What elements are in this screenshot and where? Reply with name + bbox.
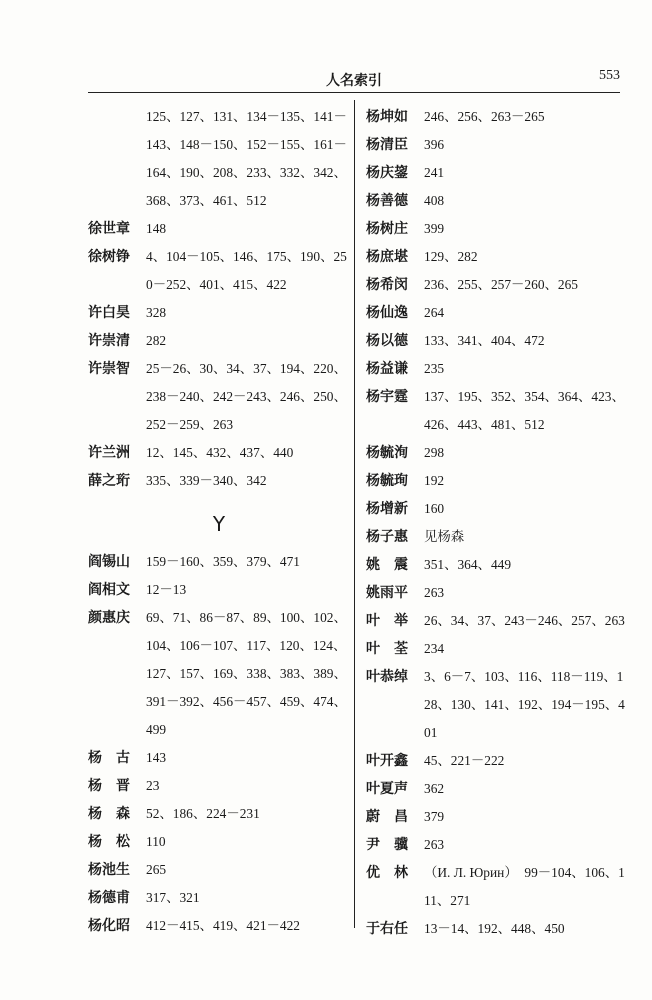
entry-pages: 3、6－7、103、116、118－119、128、130、141、192、194－195、401 — [424, 669, 625, 740]
entry-name: 杨清臣 — [366, 137, 408, 153]
entry-pages: 148 — [146, 221, 167, 236]
index-entry — [366, 467, 628, 495]
entry-name: 杨庶堪 — [366, 249, 408, 265]
index-entry — [88, 243, 350, 299]
entry-pages: 379 — [424, 809, 445, 824]
entry-pages: 263 — [424, 585, 445, 600]
entry-name: 叶 举 — [366, 613, 408, 629]
running-title: 人名索引 — [326, 73, 382, 89]
entry-name: 徐树铮 — [88, 249, 130, 265]
entry-pages: 265 — [146, 862, 167, 877]
index-entry — [366, 215, 628, 243]
entry-pages: 见杨森 — [424, 529, 465, 544]
entry-pages: 25－26、30、34、37、194、220、238－240、242－243、246、250、252－259、263 — [146, 361, 347, 432]
entry-name: 叶恭绰 — [366, 669, 408, 685]
entry-pages: 412－415、419、421－422 — [146, 918, 300, 933]
index-entry — [88, 884, 350, 912]
entry-pages: 12、145、432、437、440 — [146, 445, 294, 460]
index-entry — [88, 912, 350, 940]
entry-pages: 129、282 — [424, 249, 478, 264]
index-entry — [366, 803, 628, 831]
entry-pages: 13－14、192、448、450 — [424, 921, 565, 936]
entry-name: 杨庆鋆 — [366, 165, 408, 181]
entry-pages: 246、256、263－265 — [424, 109, 545, 124]
entry-pages: 263 — [424, 837, 445, 852]
entry-name: 优 林 — [366, 865, 408, 881]
index-entry — [366, 327, 628, 355]
index-entry — [366, 775, 628, 803]
index-entry — [366, 131, 628, 159]
entry-pages: 335、339－340、342 — [146, 473, 267, 488]
left-entries-top — [88, 215, 350, 495]
entry-pages: 12－13 — [146, 582, 187, 597]
entry-name: 杨毓珣 — [366, 473, 408, 489]
continued-entry — [88, 103, 350, 215]
entry-pages: 264 — [424, 305, 445, 320]
entry-name: 阎锡山 — [88, 554, 130, 570]
section-letter: Y — [212, 512, 226, 536]
index-entry — [366, 635, 628, 663]
entry-name: 蔚 昌 — [366, 809, 408, 825]
entry-pages: 362 — [424, 781, 445, 796]
entry-name: 许崇清 — [88, 333, 130, 349]
index-entry — [366, 831, 628, 859]
index-entry — [88, 744, 350, 772]
entry-name: 叶开鑫 — [366, 753, 408, 769]
entry-name: 阎相文 — [88, 582, 130, 598]
entry-name: 许白昊 — [88, 305, 130, 321]
entry-pages: 317、321 — [146, 890, 200, 905]
index-entry — [88, 604, 350, 744]
index-entry — [88, 548, 350, 576]
entry-pages: 26、34、37、243－246、257、263 — [424, 613, 625, 628]
entry-pages: 192 — [424, 473, 445, 488]
entry-name: 许崇智 — [88, 361, 130, 377]
index-entry — [366, 915, 628, 943]
index-entry — [366, 551, 628, 579]
entry-pages: 298 — [424, 445, 445, 460]
entry-name: 杨宇霆 — [366, 389, 408, 405]
entry-name: 姚 震 — [366, 557, 408, 573]
index-entry — [366, 439, 628, 467]
page-header — [88, 62, 620, 93]
entry-name: 尹 骥 — [366, 837, 408, 853]
entry-pages: 282 — [146, 333, 167, 348]
index-entry — [366, 103, 628, 131]
entry-name: 叶夏声 — [366, 781, 408, 797]
index-entry — [366, 383, 628, 439]
entry-pages: 160 — [424, 501, 445, 516]
entry-name: 杨树庄 — [366, 221, 408, 237]
entry-pages: 23 — [146, 778, 160, 793]
entry-pages: 143 — [146, 750, 167, 765]
entry-name: 杨增新 — [366, 501, 408, 517]
entry-pages: 52、186、224－231 — [146, 806, 260, 821]
entry-pages: 408 — [424, 193, 445, 208]
index-entry — [366, 579, 628, 607]
entry-name: 杨善德 — [366, 193, 408, 209]
entry-pages: 234 — [424, 641, 445, 656]
index-entry — [366, 243, 628, 271]
entry-name: 许兰洲 — [88, 445, 130, 461]
right-column — [366, 103, 628, 943]
entry-name: 杨希闵 — [366, 277, 408, 293]
index-entry — [366, 747, 628, 775]
entry-name: 杨 古 — [88, 750, 130, 766]
entry-name: 杨 森 — [88, 806, 130, 822]
index-entry — [366, 355, 628, 383]
entry-name: 薛之珩 — [88, 473, 130, 489]
index-entry — [88, 772, 350, 800]
entry-pages: 235 — [424, 361, 445, 376]
entry-name: 叶 荃 — [366, 641, 408, 657]
entry-name: 杨德甫 — [88, 890, 130, 906]
entry-pages: 110 — [146, 834, 166, 849]
index-entry — [88, 439, 350, 467]
left-column — [88, 103, 350, 940]
right-entries — [366, 103, 628, 943]
entry-pages: 236、255、257－260、265 — [424, 277, 578, 292]
entry-pages: 125、127、131、134－135、141－143、148－150、152－155、161－164、190、208、233、332、342、368、373、461、512 — [146, 109, 347, 208]
index-entry — [366, 607, 628, 635]
entry-pages: 69、71、86－87、89、100、102、104、106－107、117、120、124、127、157、169、338、383、389、391－392、456－457、459、474、499 — [146, 610, 347, 737]
entry-name: 杨 松 — [88, 834, 130, 850]
entry-name: 杨 晋 — [88, 778, 130, 794]
index-entry — [88, 828, 350, 856]
entry-name: 杨益谦 — [366, 361, 408, 377]
entry-pages: 396 — [424, 137, 445, 152]
index-entry — [366, 495, 628, 523]
entry-pages: 133、341、404、472 — [424, 333, 545, 348]
index-entry — [366, 187, 628, 215]
entry-name: 颜惠庆 — [88, 610, 130, 626]
entry-name: 姚雨平 — [366, 585, 408, 601]
index-entry — [88, 856, 350, 884]
entry-pages: 351、364、449 — [424, 557, 512, 572]
entry-name: 徐世章 — [88, 221, 130, 237]
column-divider — [354, 100, 355, 928]
index-entry — [88, 467, 350, 495]
entry-name: 杨仙逸 — [366, 305, 408, 321]
entry-pages: 45、221－222 — [424, 753, 505, 768]
index-entry — [366, 859, 628, 915]
index-entry — [366, 663, 628, 747]
entry-name: 杨化昭 — [88, 918, 130, 934]
left-entries-bottom — [88, 548, 350, 940]
entry-name: 杨坤如 — [366, 109, 408, 125]
index-entry — [366, 271, 628, 299]
index-entry — [88, 299, 350, 327]
entry-name: 杨以德 — [366, 333, 408, 349]
entry-pages: 159－160、359、379、471 — [146, 554, 300, 569]
entry-name: 于右任 — [366, 921, 408, 937]
entry-pages: 241 — [424, 165, 445, 180]
index-entry — [88, 215, 350, 243]
entry-pages: （И. Л. Юрин） 99－104、106、111、271 — [424, 865, 625, 908]
entry-pages: 399 — [424, 221, 445, 236]
index-entry — [88, 355, 350, 439]
index-entry — [366, 523, 628, 551]
entry-name: 杨毓洵 — [366, 445, 408, 461]
entry-pages: 137、195、352、354、364、423、426、443、481、512 — [424, 389, 625, 432]
entry-name: 杨池生 — [88, 862, 130, 878]
entry-name: 杨子惠 — [366, 529, 408, 545]
index-entry — [88, 800, 350, 828]
index-entry — [366, 159, 628, 187]
index-entry — [88, 327, 350, 355]
index-entry — [366, 299, 628, 327]
index-entry — [88, 576, 350, 604]
page-number: 553 — [599, 68, 620, 83]
entry-pages: 328 — [146, 305, 167, 320]
entry-pages: 4、104－105、146、175、190、250－252、401、415、422 — [146, 249, 347, 292]
